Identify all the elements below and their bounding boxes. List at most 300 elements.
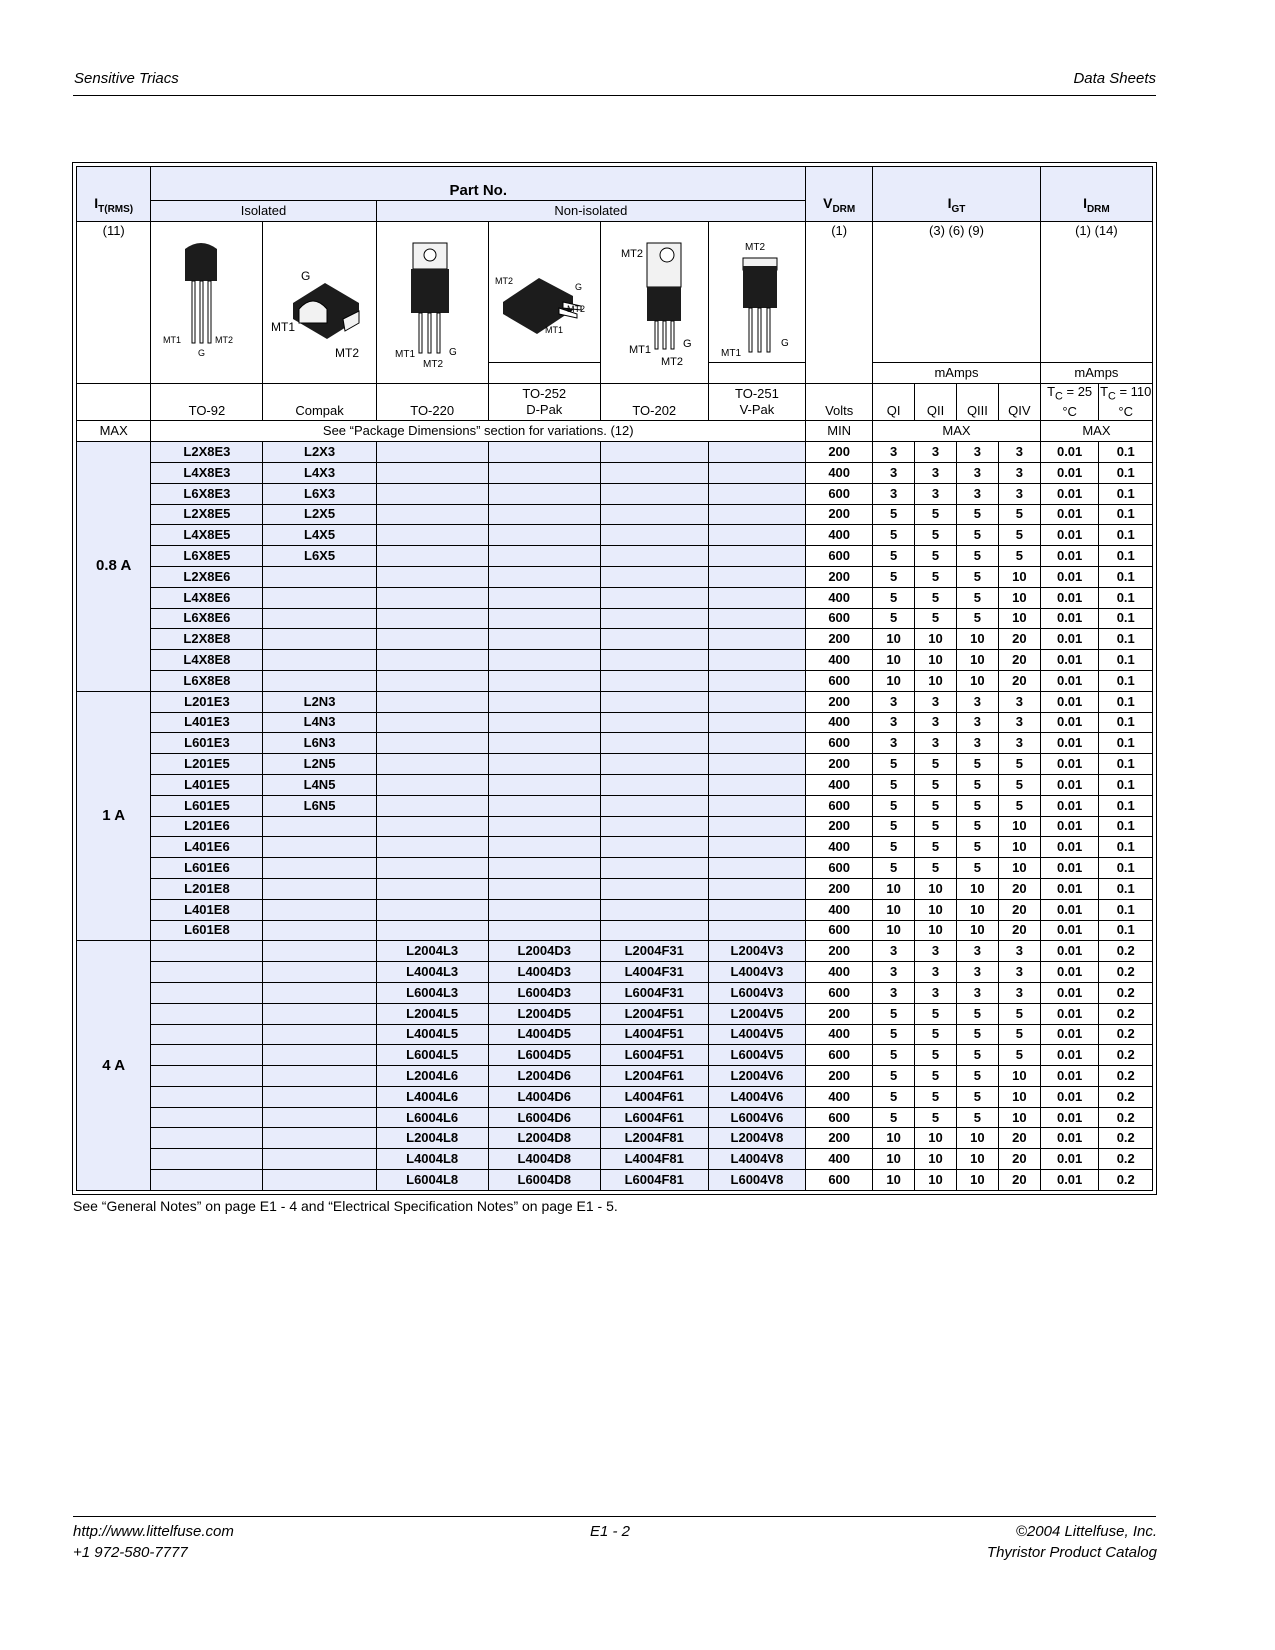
- table-cell: 5: [915, 1066, 957, 1087]
- package-dimensions-note: See “Package Dimensions” section for variations. (12): [151, 421, 806, 442]
- table-cell: [263, 1066, 376, 1087]
- table-cell: 5: [998, 525, 1040, 546]
- col-header-isolated: Isolated: [151, 200, 376, 221]
- table-cell: 3: [956, 962, 998, 983]
- table-cell: [263, 608, 376, 629]
- table-row: [77, 1170, 1153, 1191]
- table-row: [77, 795, 1153, 816]
- table-cell: 5: [998, 546, 1040, 567]
- table-cell: L2004L8: [376, 1128, 488, 1149]
- pkg-label-compak: Compak: [263, 383, 376, 421]
- svg-text:G: G: [780, 338, 789, 349]
- table-cell: 5: [956, 837, 998, 858]
- table-cell: [708, 504, 805, 525]
- table-cell: 5: [873, 774, 915, 795]
- table-cell: 5: [915, 1086, 957, 1107]
- table-cell: [600, 878, 708, 899]
- table-cell: [708, 712, 805, 733]
- table-cell: L4004L5: [376, 1024, 488, 1045]
- table-cell: 0.2: [1099, 1066, 1153, 1087]
- table-cell: 10: [956, 1149, 998, 1170]
- header-rule: [73, 95, 1156, 96]
- table-cell: 5: [915, 608, 957, 629]
- table-cell: 0.01: [1040, 691, 1099, 712]
- table-cell: 200: [806, 1128, 873, 1149]
- table-cell: 5: [956, 754, 998, 775]
- table-cell: 3: [873, 462, 915, 483]
- table-cell: 5: [915, 837, 957, 858]
- table-cell: 3: [998, 982, 1040, 1003]
- table-cell: [376, 462, 488, 483]
- table-cell: 5: [956, 525, 998, 546]
- table-cell: 0.2: [1099, 962, 1153, 983]
- table-cell: 10: [956, 650, 998, 671]
- table-cell: 5: [915, 1024, 957, 1045]
- table-cell: L401E3: [151, 712, 263, 733]
- table-row: [77, 899, 1153, 920]
- table-cell: 3: [915, 962, 957, 983]
- table-row: [77, 837, 1153, 858]
- table-cell: 200: [806, 941, 873, 962]
- running-header-title: Sensitive Triacs: [74, 70, 179, 87]
- table-cell: 0.01: [1040, 1003, 1099, 1024]
- current-rating-group: 1 A: [77, 691, 151, 941]
- table-cell: 0.1: [1099, 920, 1153, 941]
- table-cell: [376, 587, 488, 608]
- table-cell: [263, 1045, 376, 1066]
- table-cell: 0.2: [1099, 1045, 1153, 1066]
- table-cell: 0.2: [1099, 1128, 1153, 1149]
- table-cell: 0.01: [1040, 525, 1099, 546]
- table-cell: [376, 670, 488, 691]
- table-cell: [151, 1170, 263, 1191]
- table-cell: 5: [915, 587, 957, 608]
- table-cell: L2X8E8: [151, 629, 263, 650]
- table-cell: [151, 1045, 263, 1066]
- table-cell: [708, 816, 805, 837]
- table-cell: 600: [806, 546, 873, 567]
- table-row: [77, 920, 1153, 941]
- table-cell: 400: [806, 774, 873, 795]
- table-cell: L6004F31: [600, 982, 708, 1003]
- table-cell: 0.01: [1040, 1086, 1099, 1107]
- table-cell: [488, 442, 600, 463]
- table-cell: 3: [956, 712, 998, 733]
- table-cell: [708, 462, 805, 483]
- idrm-tc-110: $T_C = 110$ °C: [1100, 383, 1152, 420]
- table-cell: 0.01: [1040, 670, 1099, 691]
- table-cell: [600, 837, 708, 858]
- svg-text:MT2: MT2: [494, 276, 513, 286]
- table-cell: L2004D3: [488, 941, 600, 962]
- table-cell: 5: [873, 1003, 915, 1024]
- pkg-label-to251: TO-251 V-Pak: [708, 383, 805, 421]
- table-cell: 0.01: [1040, 754, 1099, 775]
- table-cell: [600, 566, 708, 587]
- table-row: [77, 546, 1153, 567]
- table-cell: [708, 899, 805, 920]
- table-cell: 400: [806, 587, 873, 608]
- table-cell: 0.01: [1040, 650, 1099, 671]
- table-cell: [600, 587, 708, 608]
- table-cell: 5: [956, 546, 998, 567]
- table-cell: 0.01: [1040, 962, 1099, 983]
- table-row: [77, 608, 1153, 629]
- svg-text:MT2: MT2: [215, 335, 234, 346]
- table-cell: 0.1: [1099, 483, 1153, 504]
- table-cell: L6X8E5: [151, 546, 263, 567]
- table-cell: L4X3: [263, 462, 376, 483]
- table-cell: 10: [956, 920, 998, 941]
- current-rating-group: 4 A: [77, 941, 151, 1191]
- igt-max-label: MAX: [873, 421, 1041, 442]
- table-cell: 0.1: [1099, 546, 1153, 567]
- table-cell: [600, 608, 708, 629]
- table-cell: L201E5: [151, 754, 263, 775]
- table-cell: 3: [873, 941, 915, 962]
- table-cell: [488, 629, 600, 650]
- table-cell: [600, 816, 708, 837]
- table-cell: 10: [956, 670, 998, 691]
- table-cell: 3: [998, 691, 1040, 712]
- table-cell: [376, 774, 488, 795]
- table-cell: L6004D8: [488, 1170, 600, 1191]
- table-row: [77, 1086, 1153, 1107]
- table-cell: L2N3: [263, 691, 376, 712]
- table-cell: 3: [998, 462, 1040, 483]
- it-max-label: MAX: [77, 421, 151, 442]
- table-cell: [600, 691, 708, 712]
- table-cell: 0.1: [1099, 525, 1153, 546]
- table-cell: 600: [806, 733, 873, 754]
- package-compak-cell: [263, 222, 376, 384]
- table-cell: [263, 1170, 376, 1191]
- table-cell: 10: [873, 1128, 915, 1149]
- table-cell: 400: [806, 837, 873, 858]
- table-cell: 3: [915, 941, 957, 962]
- vdrm-unit: Volts: [806, 383, 873, 421]
- table-cell: [488, 525, 600, 546]
- table-cell: [376, 629, 488, 650]
- table-cell: L4004D6: [488, 1086, 600, 1107]
- table-cell: [376, 525, 488, 546]
- table-cell: 3: [998, 962, 1040, 983]
- table-row: [77, 566, 1153, 587]
- table-row: [77, 858, 1153, 879]
- table-cell: [488, 504, 600, 525]
- table-cell: [376, 858, 488, 879]
- vdrm-note: (1): [806, 222, 873, 384]
- table-cell: [600, 670, 708, 691]
- col-header-non-isolated: Non-isolated: [376, 200, 806, 221]
- table-cell: L6N3: [263, 733, 376, 754]
- table-cell: 5: [915, 816, 957, 837]
- table-cell: 0.01: [1040, 566, 1099, 587]
- table-cell: 5: [915, 566, 957, 587]
- table-cell: [488, 483, 600, 504]
- table-cell: [151, 941, 263, 962]
- table-cell: [600, 795, 708, 816]
- table-row: [77, 1149, 1153, 1170]
- table-cell: L401E6: [151, 837, 263, 858]
- table-row: [77, 587, 1153, 608]
- table-cell: 5: [998, 1003, 1040, 1024]
- table-row: [77, 962, 1153, 983]
- table-row: [77, 754, 1153, 775]
- table-cell: 0.1: [1099, 442, 1153, 463]
- table-cell: L601E5: [151, 795, 263, 816]
- table-cell: 0.01: [1040, 1066, 1099, 1087]
- table-row: [77, 629, 1153, 650]
- table-cell: [263, 858, 376, 879]
- table-cell: 0.01: [1040, 1149, 1099, 1170]
- table-cell: L4X8E6: [151, 587, 263, 608]
- table-cell: [376, 816, 488, 837]
- table-cell: 10: [873, 670, 915, 691]
- table-cell: L2N5: [263, 754, 376, 775]
- table-cell: L4004F81: [600, 1149, 708, 1170]
- table-cell: 0.01: [1040, 941, 1099, 962]
- table-cell: 10: [915, 899, 957, 920]
- table-cell: 10: [873, 878, 915, 899]
- footer-url[interactable]: http://www.littelfuse.com: [73, 1523, 234, 1540]
- table-cell: L4004V8: [708, 1149, 805, 1170]
- current-rating-group: 0.8 A: [77, 442, 151, 692]
- table-cell: [488, 691, 600, 712]
- table-cell: 3: [873, 712, 915, 733]
- table-cell: 0.1: [1099, 691, 1153, 712]
- table-row: [77, 1066, 1153, 1087]
- footer-contact: [73, 1521, 234, 1563]
- table-cell: L4004F51: [600, 1024, 708, 1045]
- table-cell: L6N5: [263, 795, 376, 816]
- col-header-idrm: $I_{DRM}$: [1040, 167, 1152, 222]
- quadrant-qiii: QIII: [956, 383, 998, 421]
- table-cell: 3: [956, 462, 998, 483]
- table-cell: 5: [956, 816, 998, 837]
- compak-package-icon: [263, 223, 371, 381]
- it-blank: [77, 383, 151, 421]
- to202-package-icon: [601, 223, 704, 381]
- table-cell: 5: [915, 754, 957, 775]
- table-cell: L201E8: [151, 878, 263, 899]
- table-row: [77, 1003, 1153, 1024]
- table-cell: 400: [806, 962, 873, 983]
- table-cell: [151, 1086, 263, 1107]
- table-cell: [600, 920, 708, 941]
- table-row: [77, 442, 1153, 463]
- table-cell: [488, 774, 600, 795]
- table-cell: 0.2: [1099, 941, 1153, 962]
- table-cell: 5: [998, 504, 1040, 525]
- table-cell: L2004L5: [376, 1003, 488, 1024]
- table-row: [77, 878, 1153, 899]
- table-cell: [151, 1107, 263, 1128]
- table-cell: 10: [998, 858, 1040, 879]
- table-cell: 0.01: [1040, 504, 1099, 525]
- table-cell: 5: [956, 504, 998, 525]
- table-cell: [600, 899, 708, 920]
- table-cell: L2X5: [263, 504, 376, 525]
- table-cell: 20: [998, 650, 1040, 671]
- table-cell: 5: [915, 795, 957, 816]
- table-cell: [600, 546, 708, 567]
- table-cell: [376, 754, 488, 775]
- table-cell: 200: [806, 1066, 873, 1087]
- table-cell: [488, 795, 600, 816]
- table-cell: L6X8E6: [151, 608, 263, 629]
- table-cell: L2004D6: [488, 1066, 600, 1087]
- table-cell: L6004V8: [708, 1170, 805, 1191]
- table-cell: 5: [915, 525, 957, 546]
- table-cell: L4004L6: [376, 1086, 488, 1107]
- table-cell: [600, 712, 708, 733]
- table-cell: [708, 774, 805, 795]
- table-row: [77, 1045, 1153, 1066]
- table-cell: 0.1: [1099, 858, 1153, 879]
- table-cell: 600: [806, 1045, 873, 1066]
- table-cell: [376, 483, 488, 504]
- table-cell: [488, 566, 600, 587]
- table-cell: 400: [806, 1086, 873, 1107]
- table-cell: L6004F61: [600, 1107, 708, 1128]
- svg-text:MT1: MT1: [720, 348, 741, 359]
- table-cell: L2X3: [263, 442, 376, 463]
- table-cell: 5: [873, 525, 915, 546]
- spec-table: [76, 166, 1153, 1191]
- general-notes-reference: See “General Notes” on page E1 - 4 and “Electrical Specification Notes” on page E1 - 5.: [73, 1198, 618, 1214]
- table-cell: 5: [956, 1045, 998, 1066]
- table-cell: 200: [806, 566, 873, 587]
- table-cell: L201E6: [151, 816, 263, 837]
- table-cell: 5: [873, 608, 915, 629]
- table-cell: 0.2: [1099, 1003, 1153, 1024]
- table-cell: [151, 1149, 263, 1170]
- table-cell: 0.1: [1099, 566, 1153, 587]
- svg-text:G: G: [198, 348, 206, 359]
- table-cell: 5: [998, 774, 1040, 795]
- table-cell: 0.1: [1099, 899, 1153, 920]
- svg-text:MT1: MT1: [394, 349, 415, 361]
- svg-text:MT1: MT1: [544, 325, 563, 335]
- svg-text:MT2: MT2: [566, 304, 585, 314]
- table-row: [77, 733, 1153, 754]
- table-row: [77, 1107, 1153, 1128]
- table-cell: [263, 920, 376, 941]
- table-cell: L4004D5: [488, 1024, 600, 1045]
- table-cell: 5: [956, 1003, 998, 1024]
- table-cell: 0.01: [1040, 546, 1099, 567]
- table-row: [77, 504, 1153, 525]
- table-cell: 200: [806, 629, 873, 650]
- table-cell: 600: [806, 1107, 873, 1128]
- table-cell: 600: [806, 608, 873, 629]
- table-cell: 0.2: [1099, 1086, 1153, 1107]
- table-cell: 5: [915, 546, 957, 567]
- table-cell: 200: [806, 691, 873, 712]
- table-cell: [263, 816, 376, 837]
- table-cell: L6004V5: [708, 1045, 805, 1066]
- table-cell: 5: [956, 1086, 998, 1107]
- table-cell: L6X8E3: [151, 483, 263, 504]
- table-cell: 3: [915, 733, 957, 754]
- footer-page-number: E1 - 2: [590, 1523, 631, 1540]
- table-cell: 0.1: [1099, 587, 1153, 608]
- table-cell: 10: [998, 816, 1040, 837]
- table-cell: L201E3: [151, 691, 263, 712]
- table-cell: L2004F61: [600, 1066, 708, 1087]
- table-cell: 600: [806, 483, 873, 504]
- table-cell: L2004V8: [708, 1128, 805, 1149]
- table-cell: 0.01: [1040, 920, 1099, 941]
- table-cell: L601E3: [151, 733, 263, 754]
- table-cell: 5: [956, 1024, 998, 1045]
- table-cell: [708, 650, 805, 671]
- table-cell: 5: [998, 754, 1040, 775]
- table-row: [77, 941, 1153, 962]
- table-cell: L2004L6: [376, 1066, 488, 1087]
- table-cell: L2004F81: [600, 1128, 708, 1149]
- table-cell: [488, 670, 600, 691]
- table-row: [77, 816, 1153, 837]
- table-cell: L6004D5: [488, 1045, 600, 1066]
- table-cell: 0.1: [1099, 504, 1153, 525]
- table-cell: 5: [956, 774, 998, 795]
- footer-copyright: ©2004 Littelfuse, Inc.: [1015, 1523, 1157, 1540]
- table-cell: 3: [956, 941, 998, 962]
- table-cell: [488, 462, 600, 483]
- table-cell: [708, 920, 805, 941]
- col-header-it: $I_{T(RMS)}$: [77, 167, 151, 222]
- table-cell: 0.01: [1040, 712, 1099, 733]
- table-cell: 0.01: [1040, 1128, 1099, 1149]
- table-cell: 5: [915, 858, 957, 879]
- table-cell: [263, 878, 376, 899]
- pkg-label-to252: TO-252 D-Pak: [488, 383, 600, 421]
- table-cell: [376, 691, 488, 712]
- table-cell: [263, 1149, 376, 1170]
- table-cell: [263, 1024, 376, 1045]
- table-cell: 0.01: [1040, 629, 1099, 650]
- table-cell: [263, 1128, 376, 1149]
- table-cell: 5: [873, 1066, 915, 1087]
- table-cell: 0.01: [1040, 733, 1099, 754]
- table-row: [77, 462, 1153, 483]
- footer-phone: +1 972-580-7777: [73, 1544, 188, 1561]
- table-cell: 0.1: [1099, 816, 1153, 837]
- table-cell: [263, 1086, 376, 1107]
- table-row: [77, 1024, 1153, 1045]
- table-cell: [600, 525, 708, 546]
- table-cell: [708, 754, 805, 775]
- table-cell: 10: [998, 837, 1040, 858]
- table-cell: 5: [873, 1024, 915, 1045]
- quadrant-qiv: QIV: [998, 383, 1040, 421]
- table-cell: [488, 712, 600, 733]
- table-cell: [376, 712, 488, 733]
- table-cell: [708, 587, 805, 608]
- table-cell: 5: [873, 1086, 915, 1107]
- table-cell: L6004V3: [708, 982, 805, 1003]
- table-cell: L4004V6: [708, 1086, 805, 1107]
- it-note: (11): [77, 222, 151, 384]
- table-cell: [488, 878, 600, 899]
- table-cell: 0.1: [1099, 629, 1153, 650]
- table-cell: [600, 754, 708, 775]
- table-cell: [376, 733, 488, 754]
- table-cell: 0.1: [1099, 733, 1153, 754]
- table-cell: L6004F81: [600, 1170, 708, 1191]
